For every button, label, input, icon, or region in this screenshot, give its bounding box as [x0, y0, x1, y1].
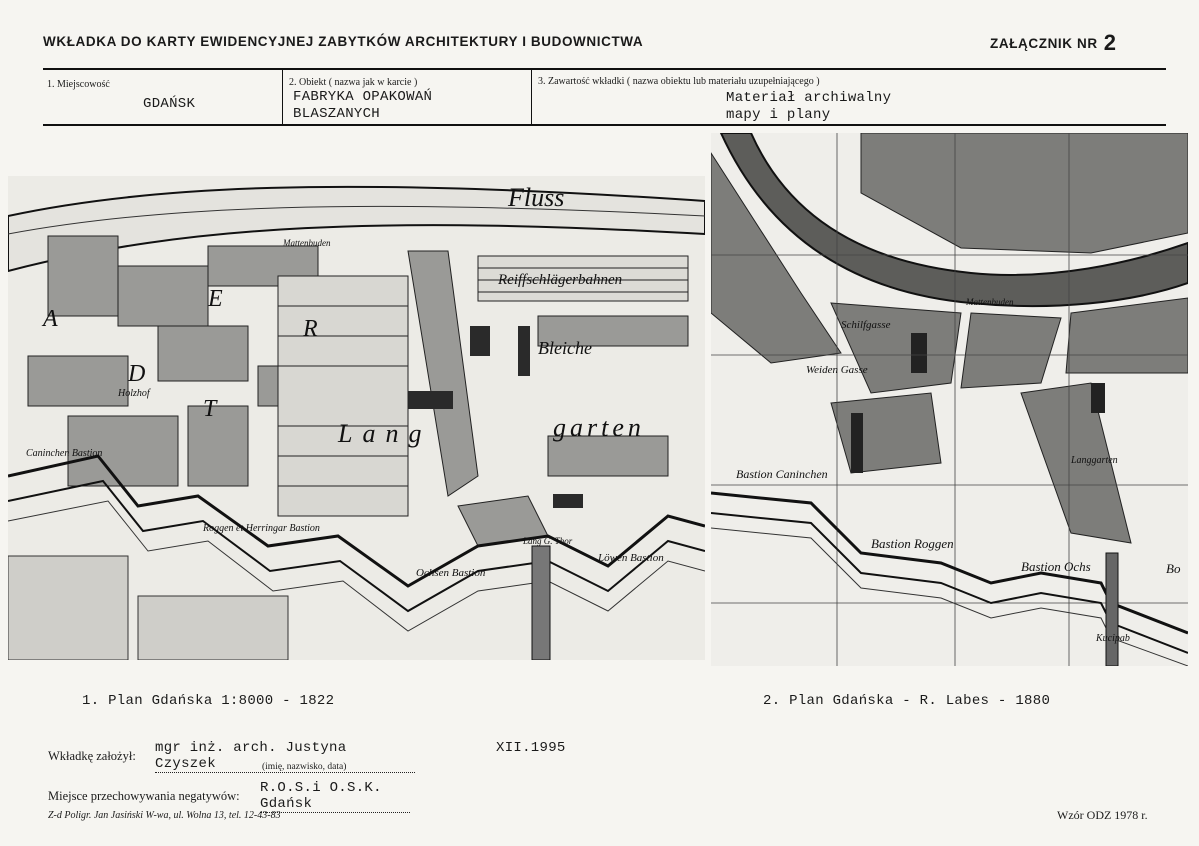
table-divider-2	[531, 70, 532, 124]
attachment-label	[990, 30, 1117, 56]
caption-map-2: 2. Plan Gdańska - R. Labes - 1880	[763, 693, 1051, 709]
attachment-label-text: ZAŁĄCZNIK NR	[990, 36, 1098, 51]
storage-value: R.O.S.i O.S.K. Gdańsk	[260, 780, 410, 813]
map1-label-caninchen: Caninchen Bastion	[26, 448, 103, 459]
map-1880	[711, 133, 1188, 666]
map1-letter-r: R	[303, 316, 318, 342]
map1-label-ochsen: Ochsen Bastion	[416, 567, 486, 579]
map1-label-matt: Mattenbuden	[283, 238, 331, 248]
field-2-label: 2. Obiekt ( nazwa jak w karcie )	[289, 77, 418, 88]
map1-letter-d: D	[128, 361, 146, 387]
caption-map-1: 1. Plan Gdańska 1:8000 - 1822	[82, 693, 335, 709]
founder-label: Wkładkę założył:	[48, 749, 136, 763]
field-3-label: 3. Zawartość wkładki ( nazwa obiektu lub materiału uzupełniającego )	[538, 76, 820, 87]
map2-label-bastion-caninchen-1: Bastion Caninchen	[736, 467, 828, 481]
founder-value: mgr inż. arch. Justyna Czyszek	[155, 740, 415, 773]
founder-hint: (imię, nazwisko, data)	[262, 762, 347, 772]
field-3-value-line2: mapy i plany	[726, 107, 831, 123]
map1-label-bleiche: Bleiche	[538, 338, 592, 358]
field-2-value-line1: FABRYKA OPAKOWAŃ	[293, 89, 433, 105]
field-2-value-line2: BLASZANYCH	[293, 106, 381, 122]
printer-info: Z-d Poligr. Jan Jasiński W-wa, ul. Wolna 13, tel. 12-43-83	[48, 810, 281, 821]
map2-label-langgarten: Langgarten	[1071, 455, 1118, 466]
map1-letter-a: A	[43, 306, 58, 332]
founder-date: XII.1995	[496, 740, 566, 756]
map1-label-garten: garten	[553, 413, 645, 442]
map1-letter-e: E	[208, 286, 223, 312]
map1-label-langthor: Lang G. Thor	[523, 536, 573, 546]
map1-label-fluss: Fluss	[508, 183, 565, 212]
map2-label-bo: Bo	[1166, 561, 1181, 576]
form-code: Wzór ODZ 1978 r.	[1057, 808, 1148, 822]
storage-label: Miejsce przechowywania negatywów:	[48, 789, 240, 803]
attachment-number: 2	[1103, 30, 1117, 55]
map2-label-matt: Mattenbuden	[966, 297, 1014, 307]
table-bottom-rule	[43, 124, 1166, 126]
map2-label-bastion-roggen: Bastion Roggen	[871, 536, 954, 551]
map2-label-ku: Kucipab	[1096, 633, 1130, 644]
map1-letter-t: T	[203, 396, 217, 422]
map2-label-bastion-ochs: Bastion Ochs	[1021, 559, 1091, 574]
map2-label-schilf: Schilfgasse	[841, 319, 891, 331]
map1-label-holzhof: Holzhof	[118, 388, 150, 399]
field-3-value-line1: Materiał archiwalny	[726, 90, 892, 106]
field-1-value: GDAŃSK	[143, 96, 196, 112]
map2-label-weiden: Weiden Gasse	[806, 364, 868, 376]
map1-label-reiffschlaeger: Reiffschlägerbahnen	[498, 272, 623, 288]
map1-label-lang: Lang	[338, 419, 432, 448]
field-1-label: 1. Miejscowość	[47, 79, 110, 90]
map1-label-loewen: Löwen Bastion	[598, 552, 664, 564]
map1-label-roggen: Roggen et Herringar Bastion	[203, 523, 320, 534]
table-divider-1	[282, 70, 283, 124]
map-1822	[8, 176, 705, 660]
form-title: WKŁADKA DO KARTY EWIDENCYJNEJ ZABYTKÓW ARCHITEKTURY I BUDOWNICTWA	[43, 34, 644, 49]
table-top-rule	[43, 68, 1166, 70]
